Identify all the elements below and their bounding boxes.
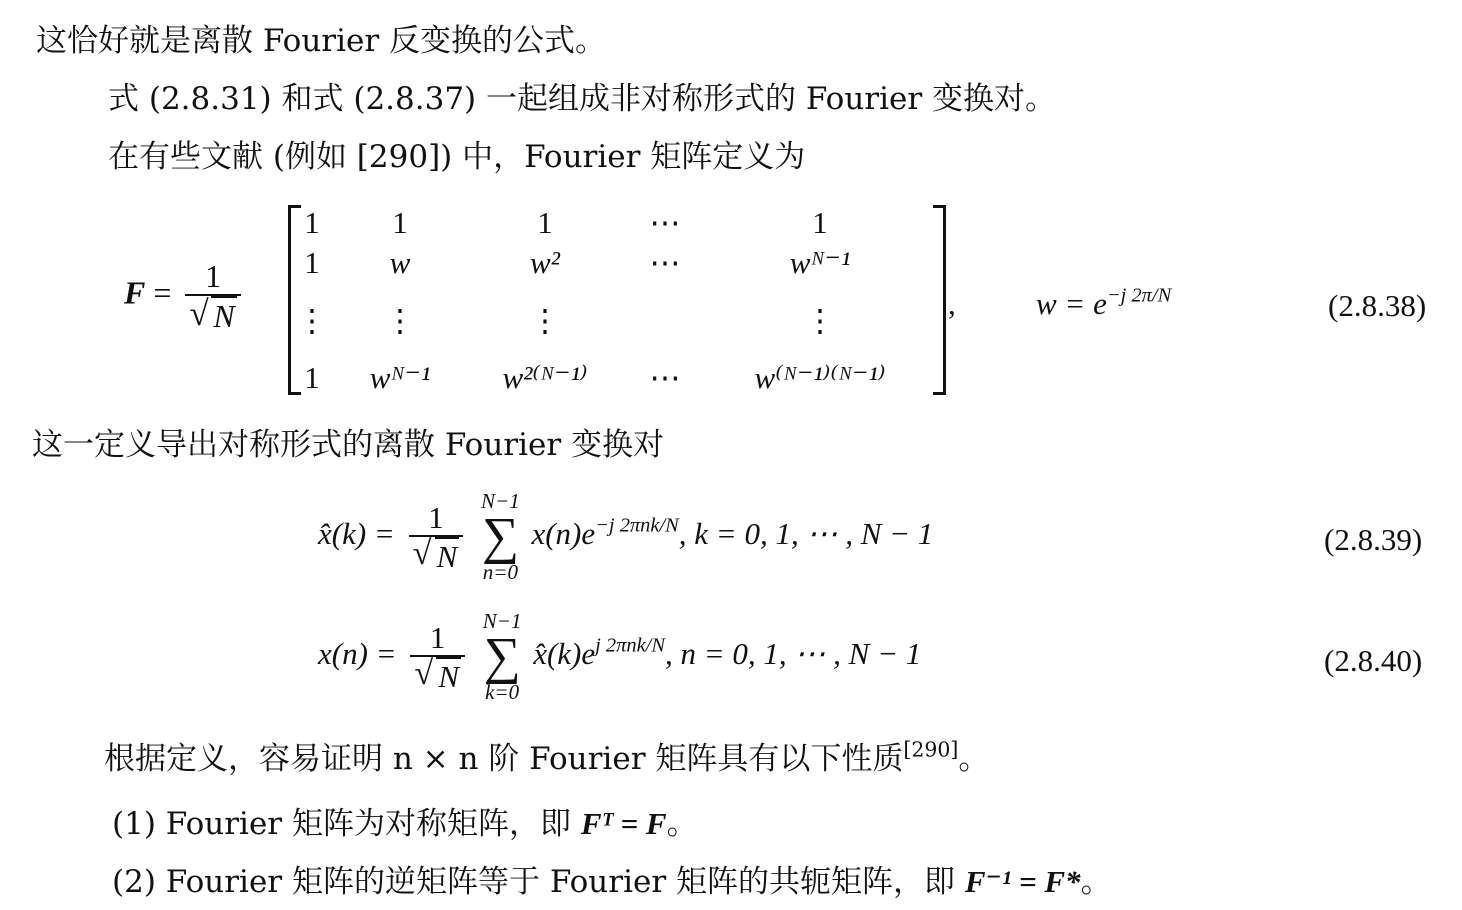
item2-end: 。	[1080, 864, 1112, 900]
eq38-lhs	[124, 260, 247, 332]
item1-end: 。	[666, 806, 698, 842]
eq40-sum	[483, 610, 522, 703]
matrix-cell-r1-c3: 1	[537, 205, 553, 240]
eq40-fraction	[410, 619, 465, 694]
property-item-2	[112, 866, 1112, 898]
eq39-cond: , k = 0, 1, ⋯ , N − 1	[678, 515, 934, 551]
item1-text: (1) Fourier 矩阵为对称矩阵，即	[112, 806, 581, 842]
matrix-cell-r2-c1: 1	[304, 245, 320, 280]
eq38-frac-den-N: N	[213, 298, 235, 334]
matrix-cell-r3-c3: ⋮	[529, 303, 561, 338]
line5-text: 根据定义，容易证明 n × n 阶 Fourier 矩阵具有以下性质	[104, 741, 904, 777]
eq40-sum-bottom: k=0	[485, 680, 520, 705]
eq39-number: (2.8.39)	[1324, 522, 1423, 557]
eq39-sum	[481, 490, 520, 583]
eq39-frac-num: 1	[409, 502, 464, 537]
matrix-cell-r2-c3: w²	[530, 245, 560, 280]
item2-text: (2) Fourier 矩阵的逆矩阵等于 Fourier 矩阵的共轭矩阵，即	[112, 864, 965, 900]
matrix-cell-r4-c2: wᴺ⁻¹	[369, 360, 431, 395]
matrix-cell-r3-c5: ⋮	[804, 303, 836, 338]
sqrt-icon: √	[412, 534, 432, 572]
eq38-number: (2.8.38)	[1328, 288, 1427, 323]
matrix-cell-r3-c2: ⋮	[384, 303, 416, 338]
matrix-cell-r2-c5: wᴺ⁻¹	[789, 245, 851, 280]
eq38-frac-den	[185, 296, 240, 332]
eq39	[318, 490, 933, 583]
matrix-cell-r1-c2: 1	[392, 205, 408, 240]
matrix-cell-r1-c5: 1	[812, 205, 828, 240]
item2-math: F⁻¹ = F*	[964, 864, 1081, 899]
eq38-comma: ,	[948, 286, 956, 321]
citation-290: [290]	[903, 737, 959, 762]
eq40-sum-top: N−1	[482, 609, 522, 633]
eq38-F-symbol: F	[124, 274, 146, 311]
property-item-1	[112, 808, 698, 840]
eq39-frac-den: N	[436, 538, 458, 574]
matrix-cell-r2-c2: w	[389, 245, 411, 280]
matrix-cell-r2-c4: ⋯	[649, 245, 681, 280]
eq40-lhs: x(n) =	[318, 635, 397, 671]
eq38-w-def-exp: −j 2π/N	[1106, 284, 1172, 307]
eq38-equals: =	[153, 274, 172, 311]
matrix-cell-r4-c3: w²⁽ᴺ⁻¹⁾	[502, 360, 588, 395]
sqrt-icon: √	[189, 294, 209, 333]
eq38-fraction	[185, 260, 240, 332]
text-line-4: 这一定义导出对称形式的离散 Fourier 变换对	[32, 427, 665, 463]
matrix-cell-r4-c1: 1	[304, 360, 320, 395]
eq39-lhs: x̂(k) =	[318, 515, 395, 551]
eq40-frac-den: N	[438, 658, 460, 694]
item1-math: Fᵀ = F	[580, 806, 667, 841]
matrix-cell-r3-c1: ⋮	[296, 303, 328, 338]
matrix-cell-r1-c1: 1	[304, 205, 320, 240]
eq39-sum-top: N−1	[481, 489, 520, 513]
text-line-2: 式 (2.8.31) 和式 (2.8.37) 一起组成非对称形式的 Fourier 变换对。	[108, 81, 1057, 117]
sqrt-icon: √	[414, 654, 434, 692]
text-line-3: 在有些文献 (例如 [290]) 中，Fourier 矩阵定义为	[108, 139, 806, 175]
eq38-w-definition	[1036, 284, 1172, 321]
sigma-icon: ∑	[481, 508, 519, 566]
eq40-number: (2.8.40)	[1324, 643, 1423, 678]
sigma-icon: ∑	[483, 628, 521, 686]
line5-end: 。	[958, 741, 990, 777]
eq39-body: x(n)e	[531, 515, 596, 551]
eq39-sum-bottom: n=0	[482, 560, 518, 585]
eq39-exp: −j 2πnk/N	[595, 514, 679, 537]
text-line-1: 这恰好就是离散 Fourier 反变换的公式。	[36, 23, 607, 59]
matrix-cell-r4-c5: w⁽ᴺ⁻¹⁾⁽ᴺ⁻¹⁾	[754, 360, 886, 395]
text-line-5	[104, 737, 990, 777]
eq38-frac-num: 1	[185, 260, 240, 296]
eq40-body: x̂(k)e	[533, 635, 596, 671]
eq40-frac-num: 1	[410, 622, 465, 657]
matrix-cell-r4-c4: ⋯	[649, 360, 681, 395]
eq38-w-def-lhs: w = e	[1036, 286, 1107, 321]
matrix-cell-r1-c4: ⋯	[649, 205, 681, 240]
eq40-cond: , n = 0, 1, ⋯ , N − 1	[665, 635, 922, 671]
eq39-fraction	[409, 499, 464, 574]
eq40	[318, 610, 921, 703]
eq40-exp: j 2πnk/N	[595, 634, 665, 657]
